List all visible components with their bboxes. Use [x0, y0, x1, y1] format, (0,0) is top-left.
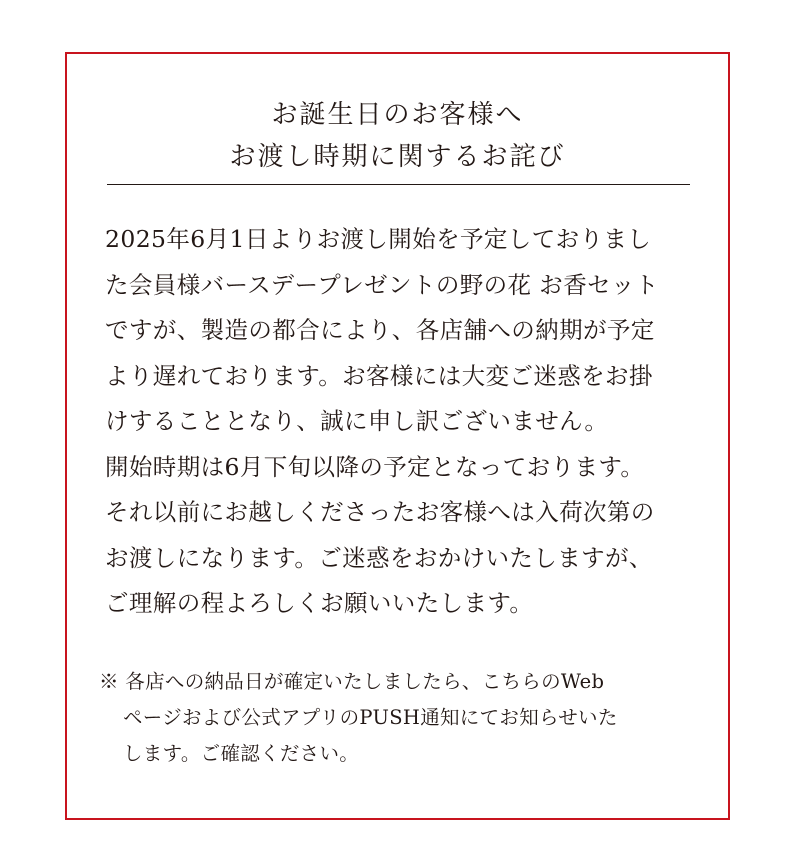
title-line: お誕生日のお客様へ: [271, 100, 524, 130]
note-line: ページおよび公式アプリのPUSH通知にてお知らせいた: [123, 706, 618, 729]
note-line: ※ 各店への納品日が確定いたしましたら、こちらのWeb: [99, 670, 605, 693]
notice-footnote: [99, 664, 709, 772]
note-line: します。ご確認ください。: [123, 742, 360, 765]
notice-title: [67, 94, 728, 178]
body-line: 2025年6月1日よりお渡し開始を予定しておりまし: [105, 225, 652, 253]
title-divider: [107, 184, 690, 185]
body-line: お渡しになります。ご迷惑をおかけいたしますが、: [105, 543, 653, 572]
notice-frame: [65, 52, 730, 820]
body-line: 開始時期は6月下旬以降の予定となっております。: [105, 452, 645, 481]
body-line: それ以前にお越しくださったお客様へは入荷次第の: [105, 498, 655, 526]
body-line: けすることとなり、誠に申し訳ございません。: [105, 407, 609, 435]
notice-body: [105, 217, 705, 627]
body-line: ですが、製造の都合により、各店舗への納期が予定: [105, 316, 655, 344]
body-line: ご理解の程よろしくお願いいたします。: [105, 589, 534, 617]
body-line: より遅れております。お客様には大変ご迷惑をお掛: [105, 361, 653, 390]
title-line: お渡し時期に関するお詫び: [229, 142, 566, 172]
body-line: た会員様バースデープレゼントの野の花 お香セット: [105, 270, 659, 299]
